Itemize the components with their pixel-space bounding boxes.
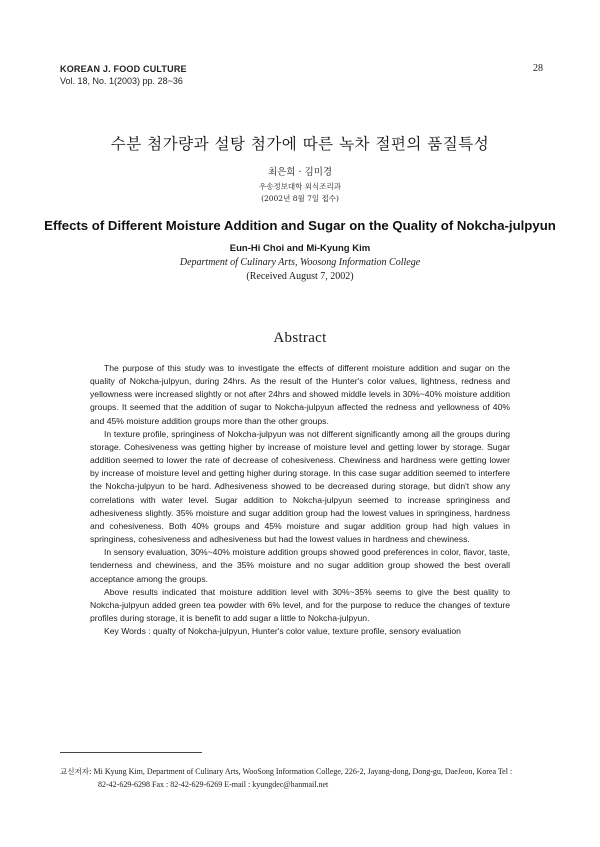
korean-title: 수분 첨가량과 설탕 첨가에 따른 녹차 절편의 품질특성: [110, 135, 490, 153]
abstract-paragraph: In sensory evaluation, 30%~40% moisture addition groups showed good preferences in color, flavor, taste, tenderness and chewiness, and the 35% moisture and no sugar addition group showed the best overall acceptance among the groups.: [90, 547, 510, 584]
keywords-line: [90, 625, 510, 638]
abstract-paragraph: Above results indicated that moisture addition level with 30%~35% seems to give the best quality to Nokcha-julpyun added green tea powder with 6% level, and for the purpose to reduce the changes of texture profiles during storage, it is benefit to add sugar a little to Nokcha-julpyun.: [90, 586, 510, 623]
corresponding-author-footnote: [60, 766, 550, 791]
english-affiliation: Department of Culinary Arts, Woosong Information College: [179, 257, 421, 268]
abstract-paragraph: In texture profile, springiness of Nokcha-julpyun was not different significantly among all the groups during storage. Cohesiveness was getting higher by increase of moisture level and getting lower by storage. Sugar addition seemed to lower the rate of decrease of cohesiveness. Chewiness and hardness were getting lower by increase of moisture level and getting higher during storage. In this case sugar addition seemed to interfere the Nokcha-julpyun to be hard. Adhesiveness showed to be decreased during storage, but didn't show any correlations with water level. Sugar addition to Nokcha-julpyun seemed to increase springiness and adhesiveness slightly. 35% moisture and sugar addition group had the lowest values in springiness, hardness and cohesiveness. Both 40% groups and 45% moisture and sugar addition group had high values in springiness, cohesiveness and adhesiveness but had the lowest values in hardness and chewiness.: [90, 428, 510, 545]
english-title: Effects of Different Moisture Addition and Sugar on the Quality of Nokcha-julpyun: [44, 218, 556, 233]
korean-authors: 최은희 · 김미경: [267, 167, 333, 178]
keywords-label: Key Words :: [104, 626, 151, 637]
abstract-heading: Abstract: [273, 330, 327, 346]
abstract-body: [90, 362, 510, 638]
korean-affiliation: 우송정보대학 외식조리과: [258, 182, 342, 191]
abstract-paragraph: The purpose of this study was to investigate the effects of different moisture addition and sugar on the quality of Nokcha-julpyun, during 24hrs. As the result of the Hunter's color values, lightness, redness and yellowness were increased slightly or not after 24hrs and showed middle levels in 30%~40% moisture addition groups. It seemed that the addition of sugar to Nokcha-julpyun affected the redness and yellowness of 40% and 45% moisture addition groups more than the other groups.: [90, 363, 510, 426]
footnote-divider: [60, 752, 202, 753]
footnote-line-1: Mi Kyung Kim, Department of Culinary Arts, WooSong Information College, 226-2, Jayang-dong, Dong-gu, DaeJeon, Korea Tel :: [93, 767, 513, 776]
footnote-line-2: 82-42-629-6298 Fax : 82-42-629-6269 E-mail : kyungdec@hanmail.net: [98, 779, 329, 789]
keywords-text: qualty of Nokcha-julpyun, Hunter's color value, texture profile, sensory evaluation: [153, 626, 461, 637]
journal-name: KOREAN J. FOOD CULTURE: [60, 64, 187, 74]
english-authors: Eun-Hi Choi and Mi-Kyung Kim: [229, 243, 371, 254]
page-number: 28: [533, 63, 543, 74]
volume-info: Vol. 18, No. 1(2003) pp. 28~36: [60, 76, 183, 86]
korean-received-date: (2002년 8월 7일 접수): [261, 194, 339, 203]
footnote-label: 교신저자:: [60, 767, 92, 776]
journal-header: [60, 63, 187, 87]
english-received-date: (Received August 7, 2002): [246, 271, 354, 282]
